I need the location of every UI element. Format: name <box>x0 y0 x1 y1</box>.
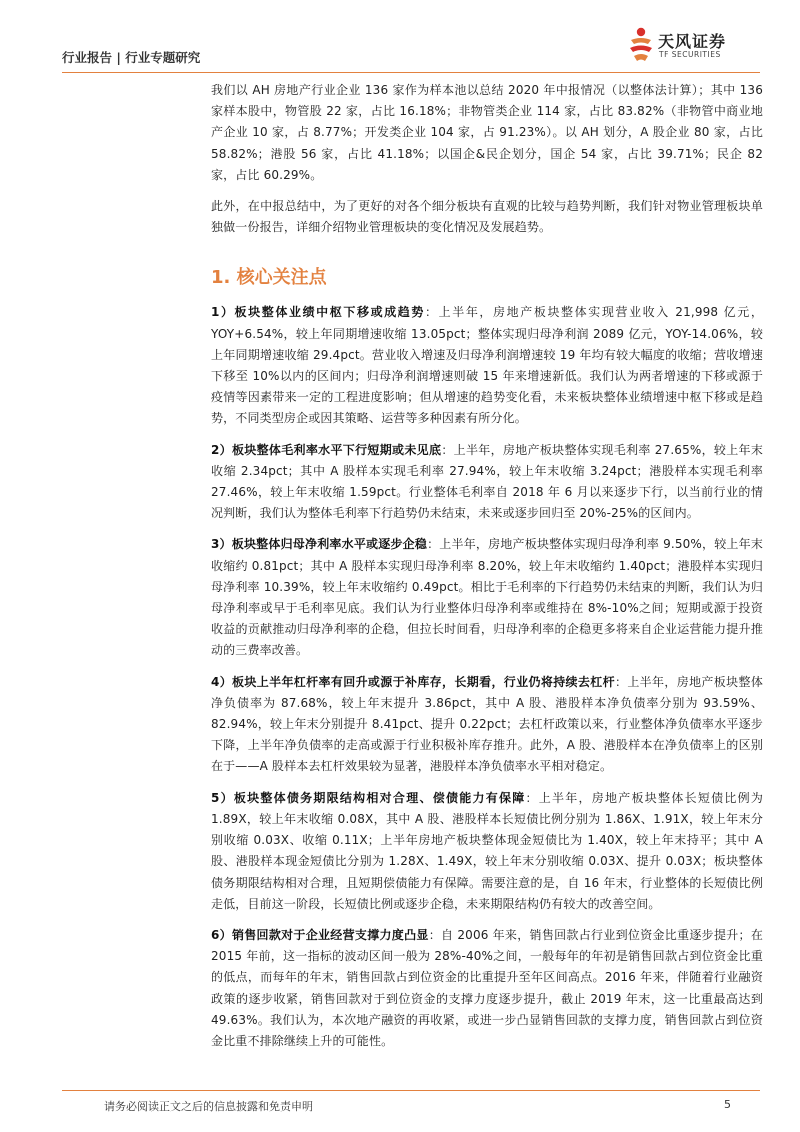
key-point-body: ：上半年，房地产板块整体实现营业收入 21,998 亿元，YOY+6.54%，较上年同期增速收缩 13.05pct；整体实现归母净利润 2089 亿元，YOY-14.06%，较上年同期增速收缩 29.4pct。营业收入增速及归母净利润增速较 19 年均有较大幅度的收缩；营收增速下移至 10%以内的区间内；归母净利润增速则破 15 年来增速新低。我们认为两者增速的下移或源于疫情等因素带来一定的工程进度影响；但从增速的趋势变化看，未来板块整体业绩增速中枢下移或是趋势，不同类型房企或因其策略、运营等多种因素有所分化。 <box>211 305 763 426</box>
key-point-body: ：上半年，房地产板块整体实现归母净利率 9.50%，较上年末收缩约 0.81pct；其中 A 股样本实现归母净利率 8.20%，较上年末收缩约 1.40pct；港股样本实现归母净利率 10.39%，较上年末收缩约 0.49pct。相比于毛利率的下行趋势仍未结束的判断，我们认为归母净利率或早于毛利率见底。我们认为行业整体归母净利率或维持在 8%-10%之间；短期或源于投资收益的贡献推动归母净利率的企稳，但拉长时间看，归母净利率的企稳更多将来自企业运营能力提升推动的三费率改善。 <box>211 537 763 658</box>
main-content <box>211 76 763 1052</box>
key-point-body: ：上半年，房地产板块整体净负债率为 87.68%，较上年末提升 3.86pct，其中 A 股、港股样本净负债率分别为 93.59%、82.94%，较上年末分别提升 8.41pct、提升 0.22pct；去杠杆政策以来，行业整体净负债率水平逐步下降，上半年净负债率的走高或源于行业积极补库存推升。此外，A 股、港股样本在净负债率上的区别在于——A 股样本去杠杆效果较为显著，港股样本净负债率水平相对稳定。 <box>211 674 763 774</box>
intro-paragraph-1: 我们以 AH 房地产行业企业 136 家作为样本池以总结 2020 年中报情况（以整体法计算）；其中 136 家样本股中，物管股 22 家，占比 16.18%；非物管类企业 114 家，占比 83.82%（非物管中商业地产企业 10 家，占 8.77%；开发类企业 104 家，占 91.23%）。以 AH 划分，A 股企业 80 家，占比 58.82%；港股 56 家，占比 41.18%；以国企&民企划分，国企 54 家，占比 39.71%；民企 82 家，占比 60.29%。 <box>211 83 763 182</box>
section-title: 1. 核心关注点 <box>211 267 327 289</box>
key-point-body: ：上半年，房地产板块整体实现毛利率 27.65%，较上年末收缩 2.34pct；其中 A 股样本实现毛利率 27.94%，较上年末收缩 3.24pct；港股样本实现毛利率 27.46%，较上年末收缩 1.59pct。行业整体毛利率自 2018 年 6 月以来逐步下行，以当前行业的情况判断，我们认为整体毛利率下行趋势仍未结束，未来或逐步回归至 20%-25%的区间内。 <box>211 442 763 521</box>
key-point-5 <box>211 788 763 915</box>
logo-subtext: TF SECURITIES <box>659 50 721 59</box>
key-point-heading: 4）板块上半年杠杆率有回升或源于补库存，长期看，行业仍将持续去杠杆 <box>211 674 615 689</box>
key-point-heading: 3）板块整体归母净利率水平或逐步企稳 <box>211 537 428 552</box>
footer-divider <box>62 1090 760 1091</box>
disclaimer-text: 请务必阅读正文之后的信息披露和免责申明 <box>104 1100 313 1113</box>
key-point-heading: 2）板块整体毛利率水平下行短期或未见底 <box>211 442 442 457</box>
key-points-list <box>211 302 763 1052</box>
key-point-body: ：上半年，房地产板块整体长短债比例为 1.89X，较上年末收缩 0.08X，其中 A 股、港股样本长短债比例分别为 1.86X、1.91X，较上年末分别收缩 0.03X、收缩 0.11X；上半年房地产板块整体现金短债比为 1.40X，较上年末持平；其中 A 股、港股样本现金短债比分别为 1.28X、1.49X，较上年末分别收缩 0.03X、提升 0.03X；板块整体债务期限结构相对合理，且短期偿债能力有保障。需要注意的是，自 16 年末，行业整体的长短债比例走低，目前这一阶段，长短债比例或逐步企稳，未来期限结构仍有较大的改善空间。 <box>211 790 764 911</box>
key-point-1 <box>211 302 763 429</box>
company-logo <box>628 26 748 66</box>
logo-icon <box>628 26 654 64</box>
report-type-label: 行业报告 | 行业专题研究 <box>62 50 201 65</box>
key-point-6 <box>211 925 763 1052</box>
logo-text: 天风证券 <box>658 32 727 51</box>
page-number: 5 <box>724 1098 731 1111</box>
key-point-body: ：自 2006 年来，销售回款占行业到位资金比重逐步提升；在 2015 年前，这一指标的波动区间一般为 28%-40%之间，一般每年的年初是销售回款占到位资金比重的低点，而每年的年末，销售回款占到位资金的比重提升至年区间高点。2016 年来，伴随着行业融资政策的逐步收紧，销售回款对于到位资金的支撑力度逐步提升，截止 2019 年末，这一比重最高达到 49.63%。我们认为，本次地产融资的再收紧，或进一步凸显销售回款的支撑力度，销售回款占到位资金比重不排除继续上升的可能性。 <box>211 927 764 1048</box>
key-point-heading: 1）板块整体业绩中枢下移或成趋势 <box>211 305 426 320</box>
key-point-heading: 6）销售回款对于企业经营支撑力度凸显 <box>211 927 429 942</box>
key-point-4 <box>211 672 763 778</box>
key-point-heading: 5）板块整体债务期限结构相对合理、偿债能力有保障 <box>211 790 526 805</box>
key-point-2 <box>211 440 763 525</box>
intro-paragraph-2: 此外，在中报总结中，为了更好的对各个细分板块有直观的比较与趋势判断，我们针对物业管理板块单独做一份报告，详细介绍物业管理板块的变化情况及发展趋势。 <box>211 199 763 235</box>
key-point-3 <box>211 534 763 661</box>
header-divider <box>62 72 760 73</box>
